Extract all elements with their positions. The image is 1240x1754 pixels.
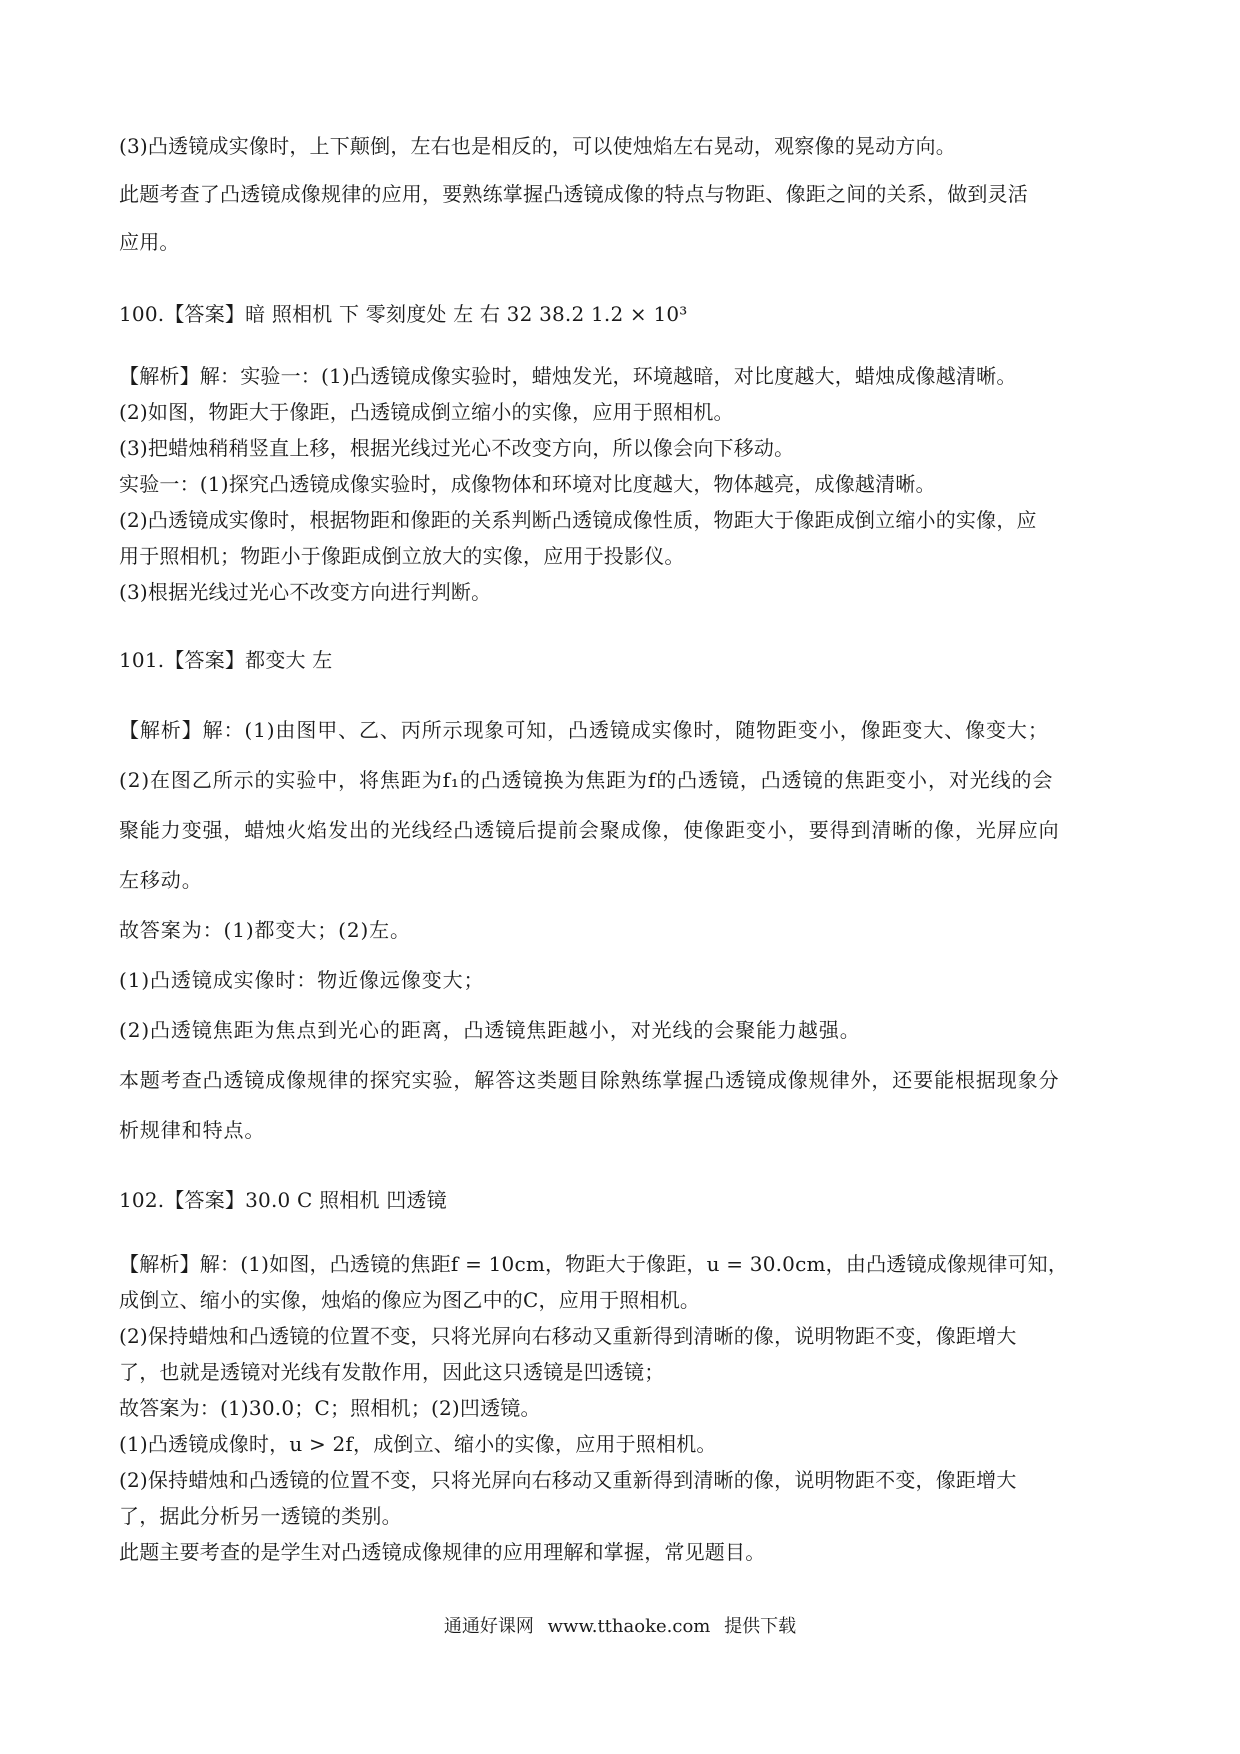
answer-102: 102.【答案】30.0 C 照相机 凹透镜 — [119, 1188, 447, 1212]
text-line: 本题考查凸透镜成像规律的探究实验，解答这类题目除熟练掌握凸透镜成像规律外，还要能根据现象分 — [119, 1068, 1060, 1092]
footer-site-name: 通通好课网 — [443, 1616, 534, 1637]
footer-note: 提供下载 — [724, 1616, 797, 1637]
text-line: 故答案为：(1)30.0；C；照相机；(2)凹透镜。 — [119, 1396, 541, 1420]
text-line: (2)在图乙所示的实验中，将焦距为f₁的凸透镜换为焦距为f的凸透镜，凸透镜的焦距变小，对光线的会 — [119, 768, 1054, 792]
text-line: (3)凸透镜成实像时，上下颠倒，左右也是相反的，可以使烛焰左右晃动，观察像的晃动方向。 — [119, 134, 956, 158]
text-line: 实验一：(1)探究凸透镜成像实验时，成像物体和环境对比度越大，物体越亮，成像越清晰。 — [119, 472, 936, 496]
text-line: (2)凸透镜成实像时，根据物距和像距的关系判断凸透镜成像性质，物距大于像距成倒立缩小的实像，应 — [119, 508, 1037, 532]
text-line: 了，据此分析另一透镜的类别。 — [119, 1504, 402, 1528]
text-line: 【解析】解：(1)如图，凸透镜的焦距f = 10cm，物距大于像距，u = 30.0cm，由凸透镜成像规律可知， — [119, 1252, 1069, 1276]
text-line: (2)保持蜡烛和凸透镜的位置不变，只将光屏向右移动又重新得到清晰的像，说明物距不变，像距增大 — [119, 1468, 1017, 1492]
text-line: 【解析】解：(1)由图甲、乙、丙所示现象可知，凸透镜成实像时，随物距变小，像距变大、像变大； — [119, 718, 1049, 742]
footer-site-url[interactable]: www.tthaoke.com — [547, 1616, 711, 1637]
text-line: 左移动。 — [119, 868, 203, 892]
text-line: 用于照相机；物距小于像距成倒立放大的实像，应用于投影仪。 — [119, 544, 685, 568]
text-line: 析规律和特点。 — [119, 1118, 266, 1142]
text-line: 聚能力变强，蜡烛火焰发出的光线经凸透镜后提前会聚成像，使像距变小，要得到清晰的像，光屏应向 — [119, 818, 1060, 842]
text-line: 【解析】解：实验一：(1)凸透镜成像实验时，蜡烛发光，环境越暗，对比度越大，蜡烛成像越清晰。 — [119, 364, 1017, 388]
text-line: (2)保持蜡烛和凸透镜的位置不变，只将光屏向右移动又重新得到清晰的像，说明物距不变，像距增大 — [119, 1324, 1017, 1348]
answer-101: 101.【答案】都变大 左 — [119, 648, 333, 672]
text-line: (3)根据光线过光心不改变方向进行判断。 — [119, 580, 492, 604]
text-line: 成倒立、缩小的实像，烛焰的像应为图乙中的C，应用于照相机。 — [119, 1288, 701, 1312]
text-line: 了，也就是透镜对光线有发散作用，因此这只透镜是凹透镜； — [119, 1360, 665, 1384]
page-footer — [0, 1616, 1240, 1638]
text-line: (2)如图，物距大于像距，凸透镜成倒立缩小的实像，应用于照相机。 — [119, 400, 734, 424]
text-line: (2)凸透镜焦距为焦点到光心的距离，凸透镜焦距越小，对光线的会聚能力越强。 — [119, 1018, 861, 1042]
text-line: (1)凸透镜成像时，u > 2f，成倒立、缩小的实像，应用于照相机。 — [119, 1432, 717, 1456]
text-line: (1)凸透镜成实像时：物近像远像变大； — [119, 968, 485, 992]
text-line: 此题主要考查的是学生对凸透镜成像规律的应用理解和掌握，常见题目。 — [119, 1540, 766, 1564]
text-line: (3)把蜡烛稍稍竖直上移，根据光线过光心不改变方向，所以像会向下移动。 — [119, 436, 795, 460]
text-line: 故答案为：(1)都变大；(2)左。 — [119, 918, 411, 942]
text-line: 应用。 — [119, 230, 180, 254]
answer-100: 100.【答案】暗 照相机 下 零刻度处 左 右 32 38.2 1.2 × 10³ — [119, 302, 688, 326]
text-line: 此题考查了凸透镜成像规律的应用，要熟练掌握凸透镜成像的特点与物距、像距之间的关系，做到灵活 — [119, 182, 1028, 206]
